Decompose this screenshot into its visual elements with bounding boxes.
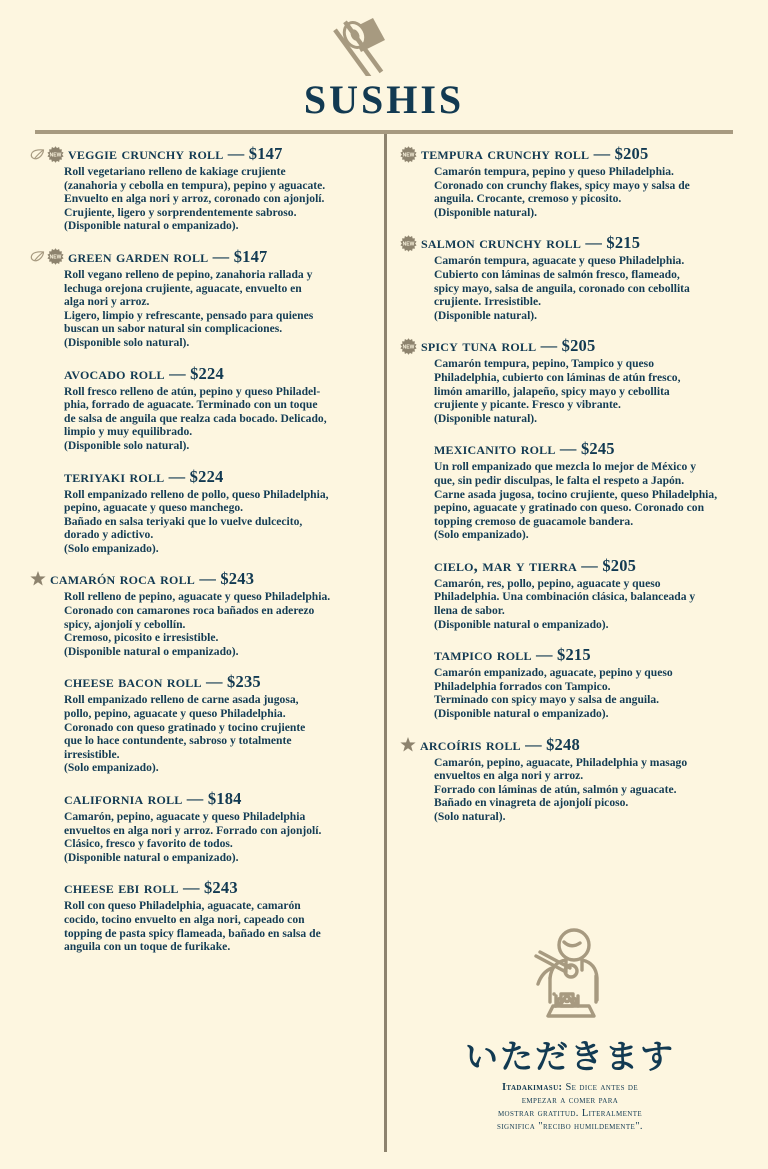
menu-item-description-line: Coronado con crunchy flakes, spicy mayo y salsa de [434, 178, 690, 192]
menu-item-description-line: (Disponible natural o empanizado). [434, 617, 609, 631]
footer-caption-line: mostrar gratitud. Literalmente [497, 1108, 643, 1120]
menu-item-description-line: Roll vegetariano relleno de kakiage crujiente [64, 165, 286, 178]
menu-item-description-line: cocido, tocino envuelto en alga nori, capeado con [64, 912, 305, 926]
menu-item-description-line: (Disponible natural o empanizado). [64, 219, 239, 233]
menu-item-description-line: Roll empanizado relleno de carne asada jugosa, [64, 693, 299, 707]
menu-item[interactable] [30, 364, 380, 453]
menu-item-badges [30, 248, 64, 265]
menu-item-header [400, 233, 740, 253]
menu-item-description-line: Philadelphia, cubierto con láminas de atún fresco, [434, 370, 681, 384]
menu-item-description [434, 254, 740, 322]
menu-item-description-line: (Disponible natural o empanizado). [434, 707, 609, 721]
menu-item-badges [400, 146, 417, 163]
menu-item-title: green garden roll — $147 [68, 246, 268, 266]
menu-item-title: cheese bacon roll — $235 [64, 672, 261, 692]
footer-caption-line: significa "recibo humildemente". [497, 1121, 643, 1133]
menu-item-badges [30, 146, 64, 163]
menu-item-description-line: Camarón, pepino, aguacate, Philadelphia y masago [434, 755, 688, 769]
menu-item[interactable] [30, 247, 380, 350]
menu-item-header [30, 247, 380, 267]
menu-item-title: veggie crunchy roll — $147 [68, 144, 283, 163]
menu-item-description [434, 165, 740, 219]
menu-item-badges [400, 235, 417, 252]
menu-item-description [64, 488, 380, 556]
menu-item-description [64, 268, 380, 350]
menu-item-header [30, 789, 380, 809]
menu-item-description-line: (Disponible solo natural). [64, 335, 190, 349]
menu-item[interactable] [400, 144, 740, 219]
menu-item-description-line: alga nori y arroz. [64, 295, 150, 309]
menu-item[interactable] [400, 439, 740, 542]
menu-item[interactable] [400, 556, 740, 631]
footer-caption [422, 1081, 718, 1133]
menu-item-badges [400, 338, 417, 355]
menu-item-description [64, 590, 380, 658]
menu-item-description-line: Roll relleno de pepino, aguacate y queso Philadelphia. [64, 590, 331, 604]
menu-item-description-line: Camarón tempura, pepino y queso Philadelphia. [434, 165, 674, 178]
menu-item-description-line: pollo, pepino, aguacate y queso Philadelphia. [64, 707, 286, 721]
menu-item-badges [400, 737, 416, 753]
menu-item-description-line: topping de pasta spicy flameada, bañado en salsa de [64, 926, 321, 940]
menu-item-description-line: Un roll empanizado que mezcla lo mejor de México y [434, 460, 696, 474]
menu-item-header [30, 467, 380, 487]
page-title: SUSHIS [303, 77, 465, 122]
menu-item-description-line: Coronado con queso gratinado y tocino crujiente [64, 720, 306, 734]
menu-item-title: cheese ebi roll — $243 [64, 878, 238, 898]
menu-item[interactable] [400, 735, 740, 824]
menu-item-header [30, 364, 380, 384]
menu-item-description-line: Cubierto con láminas de salmón fresco, flameado, [434, 267, 680, 281]
menu-item-description-line: (Solo empanizado). [434, 528, 529, 542]
menu-item-description [64, 165, 380, 233]
menu-item-description-line: Camarón empanizado, aguacate, pepino y queso [434, 666, 673, 680]
menu-item-title: spicy tuna roll — $205 [421, 336, 596, 356]
menu-item-description-line: dorado y adictivo. [64, 528, 154, 542]
menu-item-description-line: (Disponible solo natural). [64, 438, 190, 452]
sushi-roll-chopsticks-icon [329, 14, 439, 76]
menu-item-title: teriyaki roll — $224 [64, 466, 224, 486]
menu-item[interactable] [30, 467, 380, 556]
menu-item-title: salmon crunchy roll — $215 [421, 233, 641, 253]
svg-text:NEW: NEW [402, 344, 415, 351]
svg-text:NEW: NEW [49, 255, 62, 262]
menu-item-description-line: Terminado con spicy mayo y salsa de anguila. [434, 693, 660, 707]
menu-item[interactable] [30, 144, 380, 233]
menu-item-description [434, 357, 740, 425]
menu-item-badges [30, 571, 46, 587]
menu-item-description-line: anguila con un toque de furikake. [64, 940, 231, 954]
menu-item-description-line: Philadelphia forrados con Tampico. [434, 679, 611, 693]
menu-item-description-line: (zanahoria y cebolla en tempura), pepino y aguacate. [64, 178, 326, 192]
new-badge-icon [47, 146, 64, 163]
svg-text:NEW: NEW [49, 152, 62, 159]
menu-item-description-line: Cremoso, picosito e irresistible. [64, 631, 219, 645]
menu-item[interactable] [400, 336, 740, 425]
menu-item-header [30, 878, 380, 898]
footer [400, 928, 740, 1133]
menu-item-description-line: Camarón tempura, pepino, Tampico y queso [434, 357, 654, 371]
menu-item-description [64, 899, 380, 953]
star-icon [400, 737, 416, 753]
menu-item-description-line: Camarón, pepino, aguacate y queso Philadelphia [64, 810, 306, 823]
menu-item-description-line: (Disponible natural). [434, 411, 538, 425]
menu-item-description [434, 577, 740, 631]
menu-item-title: cielo, mar y tierra — $205 [434, 555, 637, 575]
menu-item-description-line: Camarón, res, pollo, pepino, aguacate y queso [434, 576, 661, 590]
menu-item-description-line: Bañado en salsa teriyaki que lo vuelve dulcecito, [64, 514, 303, 528]
menu-item-title: tampico roll — $215 [434, 645, 591, 665]
menu-item-description-line: envueltos en alga nori y arroz. [434, 769, 584, 783]
menu-item-description-line: irresistible. [64, 747, 120, 761]
menu-item-description [434, 756, 740, 824]
menu-item-description-line: Forrado con láminas de atún, salmón y aguacate. [434, 782, 677, 796]
menu-item-description [434, 460, 740, 542]
menu-item-title: camarón roca roll — $243 [50, 569, 255, 589]
menu-item-description-line: (Solo natural). [434, 810, 506, 823]
footer-caption-line: Itadakimasu: Se dice antes de [501, 1082, 639, 1094]
menu-item-header [400, 439, 740, 459]
menu-item-header [30, 569, 380, 589]
menu-item-description-line: lechuga orejona crujiente, aguacate, envuelto en [64, 281, 302, 295]
menu-item-description-line: anguila. Crocante, cremoso y picosito. [434, 192, 622, 206]
menu-item-description-line: Carne asada jugosa, tocino crujiente, queso Philadelphia, [434, 487, 718, 501]
menu-item-description-line: pepino, aguacate y gratinado con queso. Coronado con [434, 501, 705, 515]
menu-item-description-line: (Solo empanizado). [64, 541, 159, 555]
star-icon [30, 571, 46, 587]
menu-item-description-line: buscan un sabor natural sin complicaciones. [64, 322, 283, 336]
right-column [400, 144, 740, 838]
menu-item-description [64, 810, 380, 864]
menu-item-description-line: Bañado en vinagreta de ajonjolí picoso. [434, 796, 629, 810]
menu-item-description-line: Envuelto en alga nori y arroz, coronado con ajonjolí. [64, 192, 325, 206]
menu-item-description-line: (Solo empanizado). [64, 761, 159, 775]
menu-item-description-line: Roll empanizado relleno de pollo, queso Philadelphia, [64, 487, 329, 501]
leaf-icon [30, 148, 45, 161]
menu-item-description-line: Roll con queso Philadelphia, aguacate, camarón [64, 899, 301, 913]
menu-item-header [400, 556, 740, 576]
menu-header [0, 0, 768, 120]
menu-item-title: mexicanito roll — $245 [434, 439, 615, 459]
menu-item-description-line: (Disponible natural o empanizado). [64, 850, 239, 864]
menu-item-description-line: de salsa de anguila que realza cada bocado. Delicado, [64, 411, 327, 425]
menu-item[interactable] [30, 672, 380, 775]
menu-item-description-line: limpio y muy equilibrado. [64, 425, 193, 439]
menu-item-header [400, 144, 740, 164]
menu-item-description-line: phia, forrado de aguacate. Terminado con un toque [64, 398, 318, 412]
new-badge-icon [400, 338, 417, 355]
new-badge-icon [400, 146, 417, 163]
menu-item-header [400, 735, 740, 755]
menu-item-header [400, 336, 740, 356]
japanese-phrase: いただきます [465, 1037, 675, 1076]
menu-item-header [30, 672, 380, 692]
menu-item-description-line: (Disponible natural). [434, 308, 538, 322]
menu-item-description-line: Camarón tempura, aguacate y queso Philadelphia. [434, 254, 685, 268]
new-badge-icon [400, 235, 417, 252]
menu-item-description-line: Clásico, fresco y favorito de todos. [64, 837, 233, 851]
svg-text:NEW: NEW [402, 241, 415, 248]
menu-item-description [64, 385, 380, 453]
menu-item-description-line: limón amarillo, jalapeño, spicy mayo y cebollita [434, 384, 670, 398]
svg-text:NEW: NEW [402, 152, 415, 159]
menu-item-description-line: crujiente y picante. Fresco y vibrante. [434, 398, 621, 412]
menu-item-description-line: (Disponible natural). [434, 205, 538, 219]
menu-item[interactable] [30, 878, 380, 953]
menu-item[interactable] [400, 645, 740, 720]
menu-item-description-line: que, sin pedir disculpas, le falta el respeto a Japón. [434, 473, 685, 487]
menu-item[interactable] [30, 569, 380, 658]
menu-item-description-line: topping cremoso de guacamole bandera. [434, 514, 634, 528]
person-eating-sushi-icon [514, 928, 626, 1032]
menu-item-description-line: llena de sabor. [434, 604, 505, 618]
menu-item-description-line: que lo hace contundente, sabroso y totalmente [64, 734, 292, 748]
menu-item-title: tempura crunchy roll — $205 [421, 144, 649, 163]
menu-item[interactable] [30, 789, 380, 864]
menu-item[interactable] [400, 233, 740, 322]
menu-item-title: california roll — $184 [64, 789, 242, 808]
menu-item-description-line: envueltos en alga nori y arroz. Forrado con ajonjolí. [64, 823, 322, 837]
menu-item-description-line: Philadelphia. Una combinación clásica, balanceada y [434, 590, 696, 604]
menu-item-header [400, 645, 740, 665]
menu-item-description-line: spicy mayo, salsa de anguila, coronado con cebollita [434, 281, 690, 295]
menu-item-description-line: pepino, aguacate y queso manchego. [64, 501, 244, 515]
menu-item-description-line: Coronado con camarones roca bañados en aderezo [64, 604, 315, 618]
menu-item-description-line: (Disponible natural o empanizado). [64, 644, 239, 658]
left-column [30, 144, 380, 968]
menu-item-description-line: Ligero, limpio y refrescante, pensado para quienes [64, 308, 314, 322]
menu-item-description-line: Crujiente, ligero y sorprendentemente sabroso. [64, 205, 297, 219]
menu-item-description-line: Roll vegano relleno de pepino, zanahoria rallada y [64, 267, 313, 281]
new-badge-icon [47, 248, 64, 265]
footer-caption-line: empezar a comer para [521, 1095, 619, 1107]
menu-item-description [434, 666, 740, 720]
menu-item-description-line: Roll fresco relleno de atún, pepino y queso Philadel- [64, 384, 321, 398]
menu-item-description-line: crujiente. Irresistible. [434, 295, 541, 309]
leaf-icon [30, 250, 45, 263]
menu-item-title: avocado roll — $224 [64, 363, 224, 383]
menu-item-description [64, 693, 380, 775]
column-divider [384, 134, 387, 1152]
menu-item-description-line: spicy, ajonjolí y cebollín. [64, 617, 186, 631]
menu-item-title: arcoíris roll — $248 [420, 734, 580, 754]
menu-item-header [30, 144, 380, 164]
